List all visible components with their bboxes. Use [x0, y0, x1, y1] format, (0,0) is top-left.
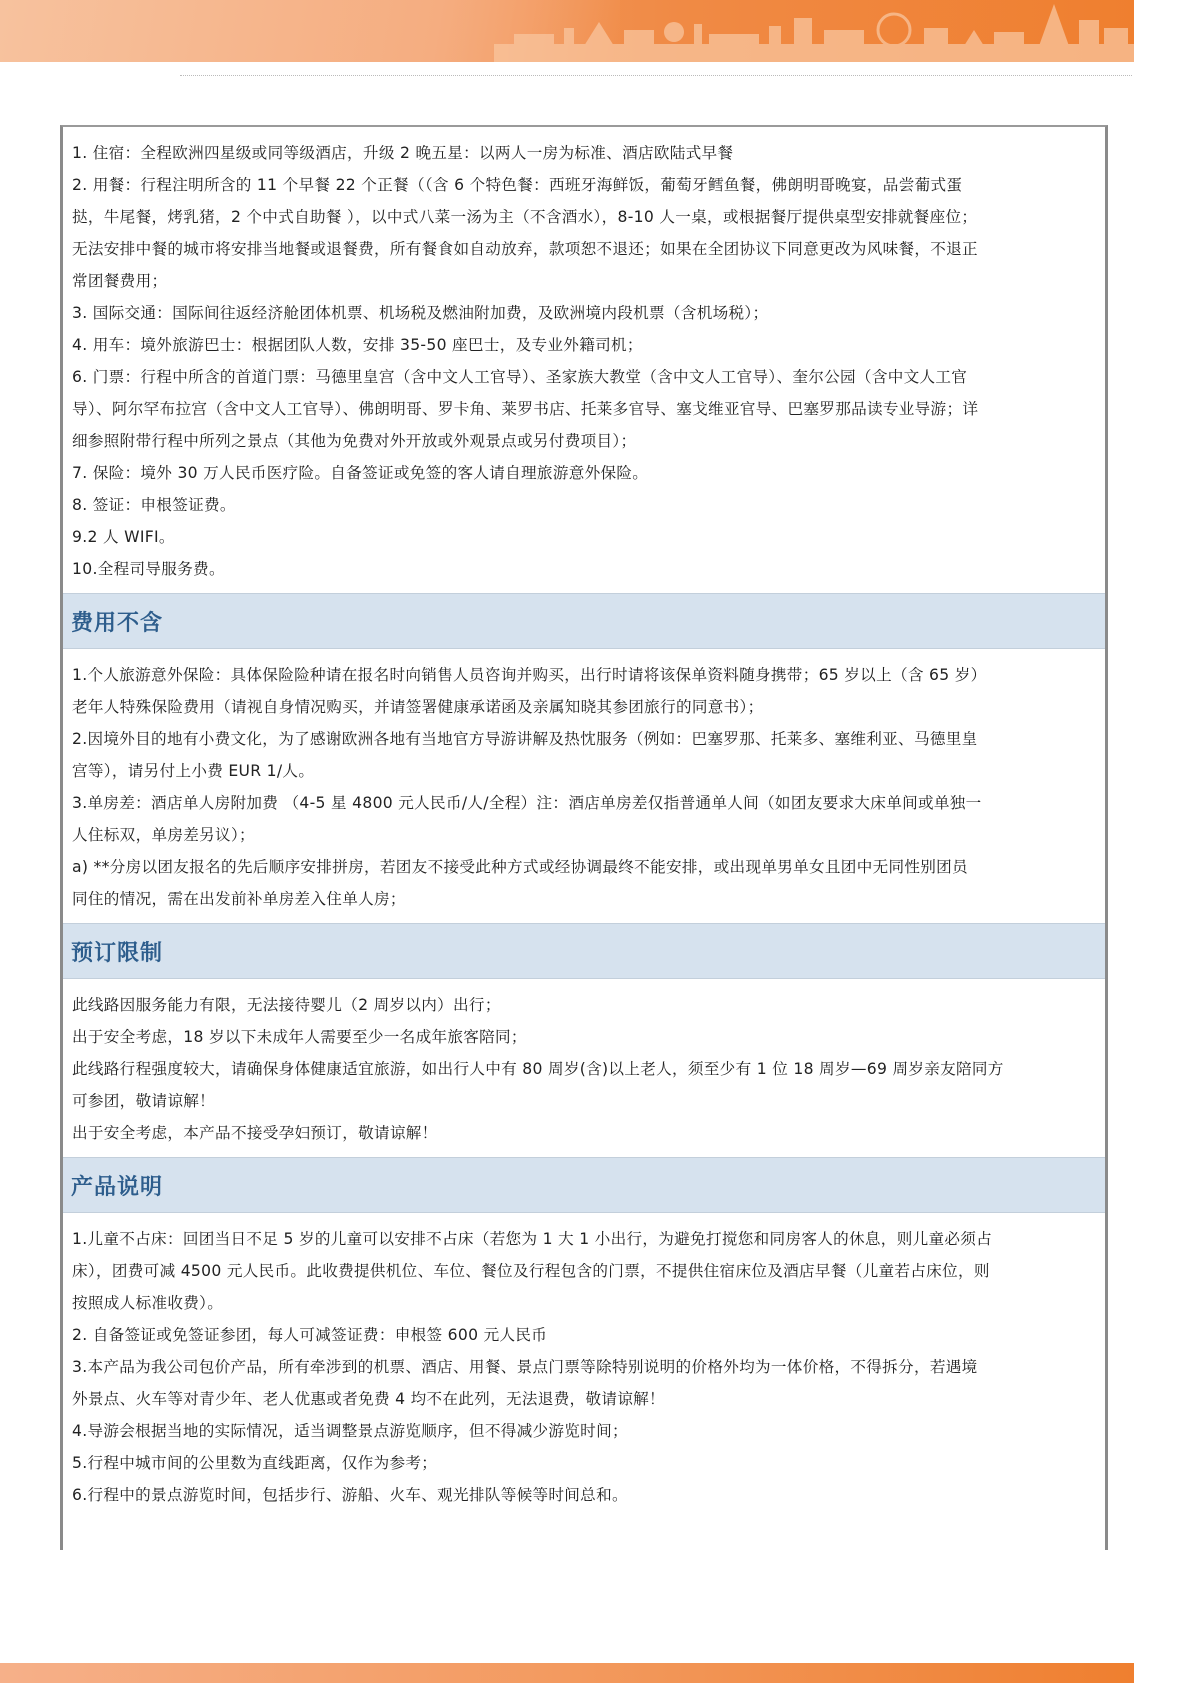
included-line: 10.全程司导服务费。	[72, 560, 225, 578]
excluded-line: 1.个人旅游意外保险：具体保险险种请在报名时向销售人员咨询并购买，出行时请将该保单资料随身携带；65 岁以上（含 65 岁）	[72, 666, 987, 684]
restrictions-header	[63, 923, 1105, 979]
excluded-section	[63, 649, 1105, 915]
included-line: 常团餐费用；	[72, 272, 168, 290]
note-line: 3.本产品为我公司包价产品，所有牵涉到的机票、酒店、用餐、景点门票等除特别说明的价格外均为一体价格，不得拆分，若遇境	[72, 1358, 978, 1376]
restrictions-title: 预订限制	[71, 940, 164, 966]
excluded-header	[63, 593, 1105, 649]
restriction-line: 出于安全考虑，18 岁以下未成年人需要至少一名成年旅客陪同；	[72, 1028, 527, 1046]
note-line: 床），团费可减 4500 元人民币。此收费提供机位、车位、餐位及行程包含的门票，不提供住宿床位及酒店早餐（儿童若占床位，则	[72, 1262, 990, 1280]
included-line: 7. 保险：境外 30 万人民币医疗险。自备签证或免签的客人请自理旅游意外保险。	[72, 464, 649, 482]
note-line: 外景点、火车等对青少年、老人优惠或者免费 4 均不在此列，无法退费，敬请谅解！	[72, 1390, 665, 1408]
top-banner	[0, 0, 1134, 62]
note-line: 2. 自备签证或免签证参团，每人可减签证费：申根签 600 元人民币	[72, 1326, 548, 1344]
included-line: 9.2 人 WIFI。	[72, 528, 175, 546]
note-line: 按照成人标准收费）。	[72, 1294, 224, 1312]
included-section	[63, 127, 1105, 585]
notes-title: 产品说明	[71, 1174, 164, 1200]
header-divider	[180, 75, 1132, 76]
restrictions-section	[63, 979, 1105, 1149]
restriction-line: 此线路因服务能力有限，无法接待婴儿（2 周岁以内）出行；	[72, 996, 501, 1014]
restriction-line: 出于安全考虑，本产品不接受孕妇预订，敬请谅解！	[72, 1124, 438, 1142]
note-line: 5.行程中城市间的公里数为直线距离，仅作为参考；	[72, 1454, 438, 1472]
note-line: 6.行程中的景点游览时间，包括步行、游船、火车、观光排队等候等时间总和。	[72, 1486, 628, 1504]
included-line: 3. 国际交通：国际间往返经济舱团体机票、机场税及燃油附加费，及欧洲境内段机票（含机场税）；	[72, 304, 769, 322]
included-line: 导）、阿尔罕布拉宫（含中文人工官导）、佛朗明哥、罗卡角、莱罗书店、托莱多官导、塞戈维亚官导、巴塞罗那品读专业导游；详	[72, 400, 979, 418]
included-line: 8. 签证：申根签证费。	[72, 496, 236, 514]
bottom-banner	[0, 1663, 1134, 1683]
excluded-line: 3.单房差：酒店单人房附加费 （4-5 星 4800 元人民币/人/全程）注：酒店单房差仅指普通单人间（如团友要求大床单间或单独一	[72, 794, 982, 812]
included-line: 无法安排中餐的城市将安排当地餐或退餐费，所有餐食如自动放弃，款项恕不退还；如果在全团协议下同意更改为风味餐，不退正	[72, 240, 978, 258]
included-line: 6. 门票：行程中所含的首道门票：马德里皇宫（含中文人工官导）、圣家族大教堂（含中文人工官导）、奎尔公园（含中文人工官	[72, 368, 968, 386]
note-line: 4.导游会根据当地的实际情况，适当调整景点游览顺序，但不得减少游览时间；	[72, 1422, 628, 1440]
excluded-line: 老年人特殊保险费用（请视自身情况购买，并请签署健康承诺函及亲属知晓其参团旅行的同意书）；	[72, 698, 764, 716]
excluded-line: a) **分房以团友报名的先后顺序安排拼房，若团友不接受此种方式或经协调最终不能安排，或出现单男单女且团中无同性别团员	[72, 858, 968, 876]
notes-section	[63, 1213, 1105, 1511]
included-line: 挞，牛尾餐，烤乳猪，2 个中式自助餐 ），以中式八菜一汤为主（不含酒水），8-10 人一桌，或根据餐厅提供桌型安排就餐座位；	[72, 208, 978, 226]
note-line: 1.儿童不占床：回团当日不足 5 岁的儿童可以安排不占床（若您为 1 大 1 小出行，为避免打搅您和同房客人的休息，则儿童必须占	[72, 1230, 993, 1248]
landmarks-skyline-icon	[494, 0, 1134, 62]
included-line: 4. 用车：境外旅游巴士：根据团队人数，安排 35-50 座巴士，及专业外籍司机；	[72, 336, 643, 354]
content-frame	[60, 125, 1108, 1550]
restriction-line: 此线路行程强度较大，请确保身体健康适宜旅游，如出行人中有 80 周岁(含)以上老人，须至少有 1 位 18 周岁—69 周岁亲友陪同方	[72, 1060, 1004, 1078]
excluded-title: 费用不含	[71, 610, 164, 636]
excluded-line: 人住标双，单房差另议）；	[72, 826, 255, 844]
excluded-line: 2.因境外目的地有小费文化，为了感谢欧洲各地有当地官方导游讲解及热忱服务（例如：巴塞罗那、托莱多、塞维利亚、马德里皇	[72, 730, 978, 748]
included-line: 1. 住宿：全程欧洲四星级或同等级酒店，升级 2 晚五星：以两人一房为标准、酒店欧陆式早餐	[72, 144, 734, 162]
restriction-line: 可参团，敬请谅解！	[72, 1092, 216, 1110]
included-line: 细参照附带行程中所列之景点（其他为免费对外开放或外观景点或另付费项目）；	[72, 432, 637, 450]
notes-header	[63, 1157, 1105, 1213]
excluded-line: 宫等），请另付上小费 EUR 1/人。	[72, 762, 315, 780]
included-line: 2. 用餐：行程注明所含的 11 个早餐 22 个正餐（（含 6 个特色餐：西班牙海鲜饭，葡萄牙鳕鱼餐，佛朗明哥晚宴，品尝葡式蛋	[72, 176, 963, 194]
excluded-line: 同住的情况，需在出发前补单房差入住单人房；	[72, 890, 406, 908]
